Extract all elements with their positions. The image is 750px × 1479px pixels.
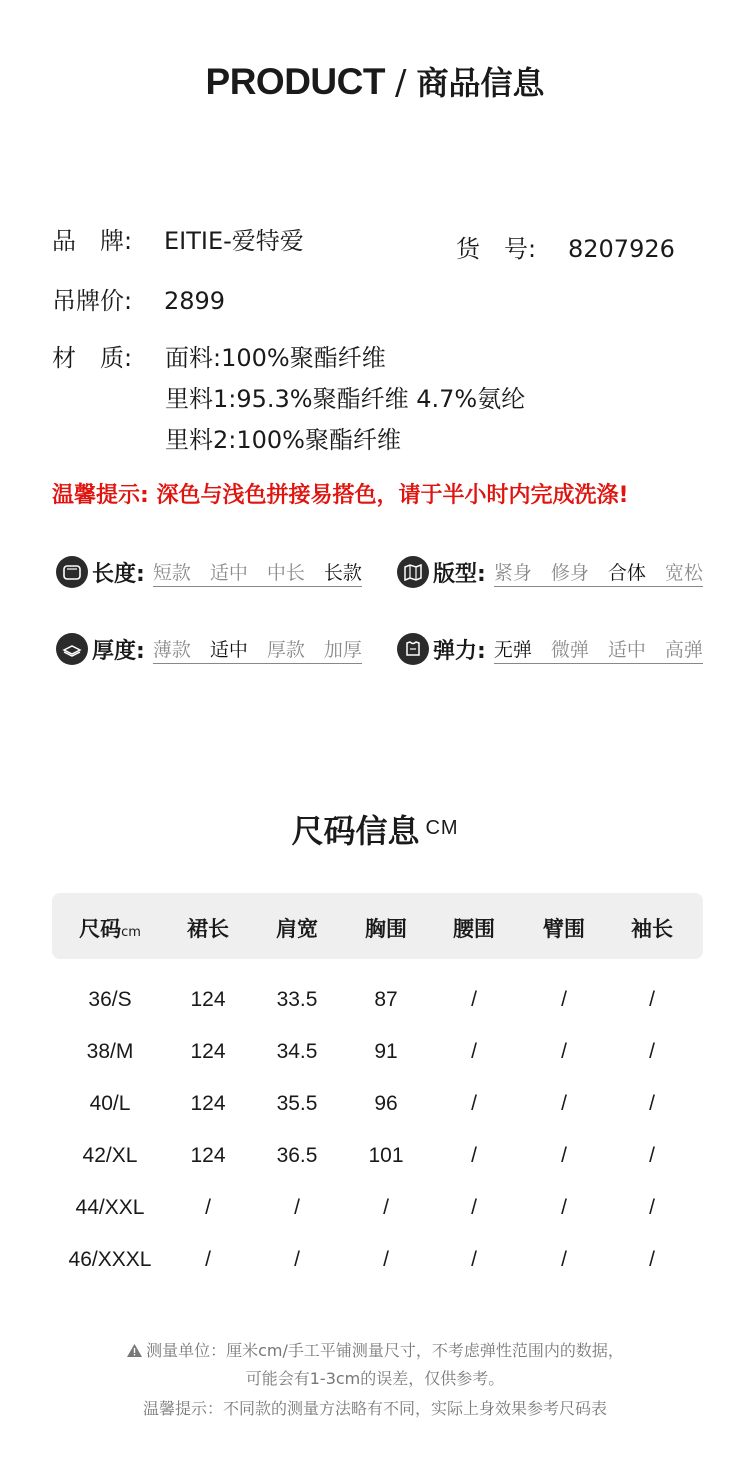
table-cell: / bbox=[471, 1248, 477, 1271]
table-cell: / bbox=[649, 1092, 655, 1115]
attr-label: 长度: bbox=[92, 561, 145, 587]
attr-label: 版型: bbox=[433, 561, 486, 587]
table-cell: 101 bbox=[368, 1144, 404, 1167]
size-label-cell: 38/M bbox=[86, 1040, 134, 1063]
attr-label: 弹力: bbox=[433, 638, 486, 664]
option-regular: 合体 bbox=[607, 561, 646, 584]
page-header bbox=[0, 58, 750, 104]
table-cell: 124 bbox=[190, 1040, 226, 1063]
sku-label: 货 号: bbox=[456, 235, 537, 263]
attr-options bbox=[153, 558, 362, 587]
attr-options bbox=[153, 635, 362, 664]
note-line-2: 可能会有1-3cm的误差，仅供参考。 bbox=[245, 1369, 505, 1388]
table-cell: / bbox=[205, 1248, 211, 1271]
elasticity-icon bbox=[397, 633, 429, 665]
table-cell: / bbox=[561, 988, 567, 1011]
option-moderate: 适中 bbox=[209, 638, 248, 661]
table-cell: / bbox=[471, 1144, 477, 1167]
option-moderate-stretch: 适中 bbox=[607, 638, 646, 661]
option-loose: 宽松 bbox=[664, 561, 703, 584]
table-header-cell: 腰围 bbox=[453, 917, 495, 941]
table-cell: 96 bbox=[374, 1092, 398, 1115]
size-title-unit: CM bbox=[425, 817, 459, 839]
table-cell: / bbox=[471, 1196, 477, 1219]
sku-value: 8207926 bbox=[568, 235, 675, 263]
option-short: 短款 bbox=[152, 561, 191, 584]
brand-row bbox=[52, 229, 304, 253]
brand-label: 品 牌: bbox=[52, 227, 133, 255]
table-cell: / bbox=[471, 1092, 477, 1115]
table-cell: / bbox=[205, 1196, 211, 1219]
fit-icon bbox=[397, 556, 429, 588]
table-cell: 35.5 bbox=[276, 1092, 318, 1115]
table-cell: 124 bbox=[190, 1092, 226, 1115]
warning-icon bbox=[126, 1341, 146, 1360]
table-cell: / bbox=[383, 1196, 389, 1219]
price-value: 2899 bbox=[164, 287, 226, 315]
option-high-stretch: 高弹 bbox=[664, 638, 703, 661]
material-line: 面料:100%聚酯纤维 bbox=[165, 344, 386, 372]
table-cell: / bbox=[561, 1196, 567, 1219]
size-label-cell: 42/XL bbox=[82, 1144, 138, 1167]
table-cell: / bbox=[471, 988, 477, 1011]
table-header-cell: 裙长 bbox=[187, 917, 229, 941]
table-cell: 124 bbox=[190, 988, 226, 1011]
table-header-cell: 肩宽 bbox=[276, 917, 318, 941]
attr-options bbox=[494, 635, 703, 664]
table-header-cell: 胸围 bbox=[365, 917, 407, 941]
option-long: 长款 bbox=[323, 561, 362, 584]
title-separator: / bbox=[394, 63, 407, 103]
option-slight-stretch: 微弹 bbox=[550, 638, 589, 661]
attr-thickness bbox=[56, 632, 362, 666]
table-cell: / bbox=[561, 1092, 567, 1115]
price-label: 吊牌价: bbox=[52, 287, 133, 315]
size-title-text: 尺码信息 bbox=[291, 812, 420, 850]
table-cell: / bbox=[561, 1040, 567, 1063]
table-header-cell: 尺码cm bbox=[79, 917, 141, 941]
sku-row bbox=[456, 229, 675, 264]
attr-elasticity bbox=[397, 632, 703, 666]
header-unit: cm bbox=[121, 925, 141, 940]
table-cell: 36.5 bbox=[276, 1144, 318, 1167]
option-no-stretch: 无弹 bbox=[493, 638, 532, 661]
wash-warning: 温馨提示: 深色与浅色拼接易搭色，请于半小时内完成洗涤! bbox=[52, 483, 629, 508]
brand-value: EITIE-爱特爱 bbox=[164, 227, 304, 255]
table-cell: / bbox=[649, 988, 655, 1011]
table-cell: / bbox=[561, 1144, 567, 1167]
table-cell: / bbox=[649, 1248, 655, 1271]
option-thin: 薄款 bbox=[152, 638, 191, 661]
table-cell: / bbox=[561, 1248, 567, 1271]
size-label-cell: 40/L bbox=[89, 1092, 131, 1115]
table-header-cell: 臂围 bbox=[543, 917, 585, 941]
option-medium: 适中 bbox=[209, 561, 248, 584]
size-label-cell: 46/XXXL bbox=[68, 1248, 152, 1271]
table-cell: / bbox=[649, 1040, 655, 1063]
table-header-cell: 袖长 bbox=[631, 917, 673, 941]
note-text: 测量单位：厘米cm/手工平铺测量尺寸，不考虑弹性范围内的数据， bbox=[146, 1341, 624, 1360]
material-line: 里料2:100%聚酯纤维 bbox=[165, 426, 401, 454]
table-cell: 34.5 bbox=[276, 1040, 318, 1063]
material-label: 材 质: bbox=[52, 344, 133, 372]
title-cn: 商品信息 bbox=[416, 64, 545, 102]
table-cell: / bbox=[649, 1196, 655, 1219]
table-cell: 124 bbox=[190, 1144, 226, 1167]
table-cell: / bbox=[649, 1144, 655, 1167]
table-cell: / bbox=[383, 1248, 389, 1271]
size-label-cell: 44/XXL bbox=[75, 1196, 145, 1219]
table-cell: 33.5 bbox=[276, 988, 318, 1011]
option-tight: 紧身 bbox=[493, 561, 532, 584]
size-chart-title bbox=[0, 806, 750, 852]
material-row bbox=[52, 346, 164, 370]
size-label-cell: 36/S bbox=[88, 988, 132, 1011]
title-en: PRODUCT bbox=[205, 61, 385, 102]
material-lines bbox=[165, 346, 525, 461]
note-line-1 bbox=[0, 1338, 750, 1361]
table-cell: / bbox=[294, 1248, 300, 1271]
attr-options bbox=[494, 558, 703, 587]
table-cell: / bbox=[471, 1040, 477, 1063]
attr-label: 厚度: bbox=[92, 638, 145, 664]
attr-length bbox=[56, 555, 362, 589]
option-slim: 修身 bbox=[550, 561, 589, 584]
length-icon bbox=[56, 556, 88, 588]
price-row bbox=[52, 289, 225, 313]
table-cell: / bbox=[294, 1196, 300, 1219]
attr-fit bbox=[397, 555, 703, 589]
option-extra-thick: 加厚 bbox=[323, 638, 362, 661]
thickness-icon bbox=[56, 633, 88, 665]
table-cell: 87 bbox=[374, 988, 398, 1011]
note-line-3: 温馨提示：不同款的测量方法略有不同，实际上身效果参考尺码表 bbox=[142, 1399, 607, 1418]
option-thick: 厚款 bbox=[266, 638, 305, 661]
table-cell: 91 bbox=[374, 1040, 398, 1063]
material-line: 里料1:95.3%聚酯纤维 4.7%氨纶 bbox=[165, 385, 526, 413]
option-midlong: 中长 bbox=[266, 561, 305, 584]
